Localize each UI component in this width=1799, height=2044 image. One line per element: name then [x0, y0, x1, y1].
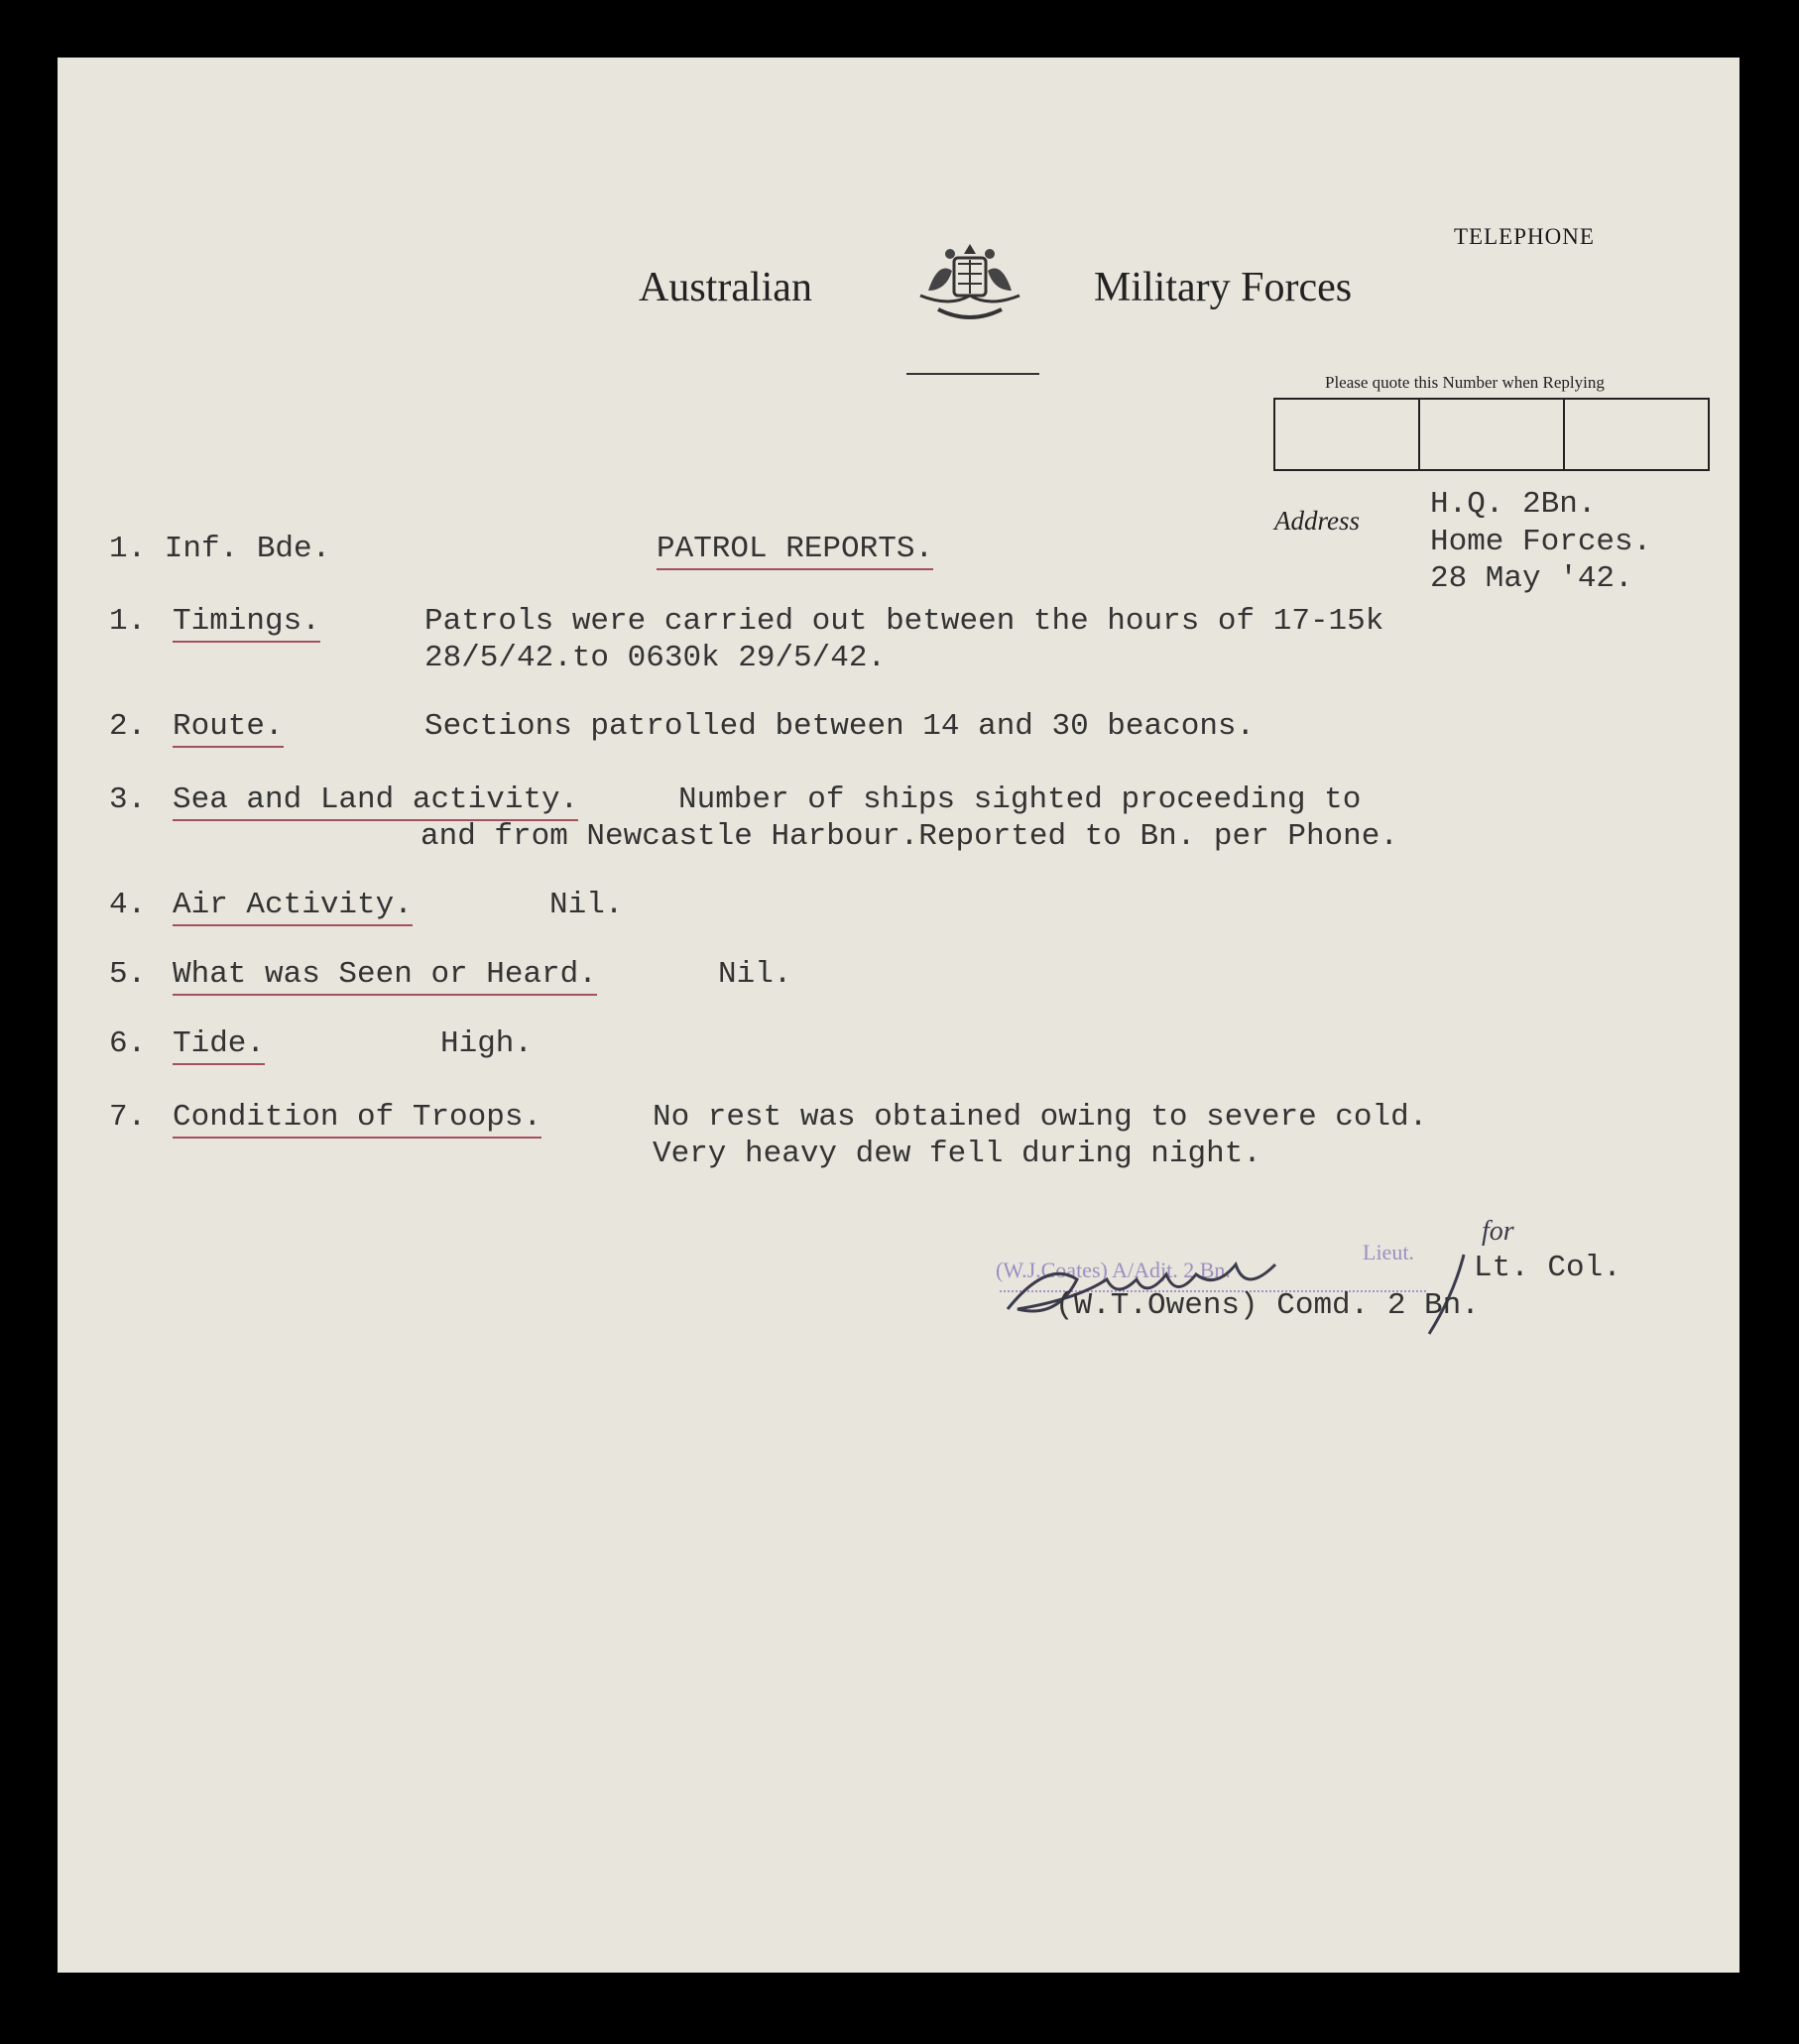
item-number: 3. [109, 782, 147, 817]
item-heading-text: Air Activity. [173, 888, 413, 926]
telephone-label: TELEPHONE [1454, 224, 1595, 249]
item-number: 4. [109, 888, 147, 922]
item-heading [173, 708, 284, 746]
typed-name: (W.T.Owens) Comd. 2 Bn. [1055, 1288, 1480, 1323]
item-text: Nil. [549, 888, 624, 922]
handwritten-for: for [1482, 1216, 1514, 1247]
item-text: and from Newcastle Harbour.Reported to Bn. per Phone. [420, 819, 1398, 854]
address-line: Home Forces. [1430, 525, 1652, 559]
report-title-text: PATROL REPORTS. [657, 532, 933, 570]
item-heading-text: What was Seen or Heard. [173, 957, 597, 996]
letterhead-left-title: Australian [639, 265, 812, 310]
quote-number-instruction: Please quote this Number when Replying [1325, 373, 1605, 392]
item-heading [173, 956, 597, 994]
item-text: Very heavy dew fell during night. [653, 1137, 1261, 1171]
item-heading-text: Tide. [173, 1026, 265, 1065]
item-number: 5. [109, 957, 147, 992]
reference-cell [1565, 400, 1708, 469]
item-heading-text: Sea and Land activity. [173, 782, 578, 821]
document-page [58, 58, 1739, 1973]
item-heading [173, 782, 578, 819]
item-number: 2. [109, 709, 147, 744]
item-number: 6. [109, 1026, 147, 1061]
item-heading-text: Condition of Troops. [173, 1100, 541, 1139]
address-label: Address [1274, 506, 1360, 536]
letterhead-right-title: Military Forces [1094, 265, 1353, 310]
item-text: Patrols were carried out between the hours of 17-15k [424, 604, 1384, 639]
reference-cell [1275, 400, 1420, 469]
item-text: Sections patrolled between 14 and 30 beacons. [424, 709, 1256, 744]
stamp-rank: Lieut. [1363, 1240, 1414, 1264]
coat-of-arms-icon [910, 236, 1029, 335]
letterhead-rule [906, 373, 1039, 375]
item-heading [173, 887, 413, 924]
stamp-name: (W.J.Coates) A/Adjt. 2 Bn. [996, 1258, 1231, 1282]
reference-number-box [1273, 398, 1710, 471]
item-number: 7. [109, 1100, 147, 1135]
item-text: 28/5/42.to 0630k 29/5/42. [424, 641, 887, 675]
typed-rank: Lt. Col. [1474, 1251, 1621, 1285]
item-heading [173, 1025, 265, 1063]
item-text: Nil. [718, 957, 792, 992]
reference-cell [1420, 400, 1565, 469]
item-heading-text: Timings. [173, 604, 320, 643]
item-heading [173, 1099, 541, 1137]
item-heading-text: Route. [173, 709, 284, 748]
item-text: Number of ships sighted proceeding to [678, 782, 1362, 817]
item-number: 1. [109, 604, 147, 639]
address-line: H.Q. 2Bn. [1430, 487, 1597, 522]
report-title [657, 531, 933, 568]
item-text: No rest was obtained owing to severe cold. [653, 1100, 1428, 1135]
item-text: High. [440, 1026, 534, 1061]
address-line: 28 May '42. [1430, 561, 1633, 596]
recipient: 1. Inf. Bde. [109, 532, 331, 566]
item-heading [173, 603, 320, 641]
